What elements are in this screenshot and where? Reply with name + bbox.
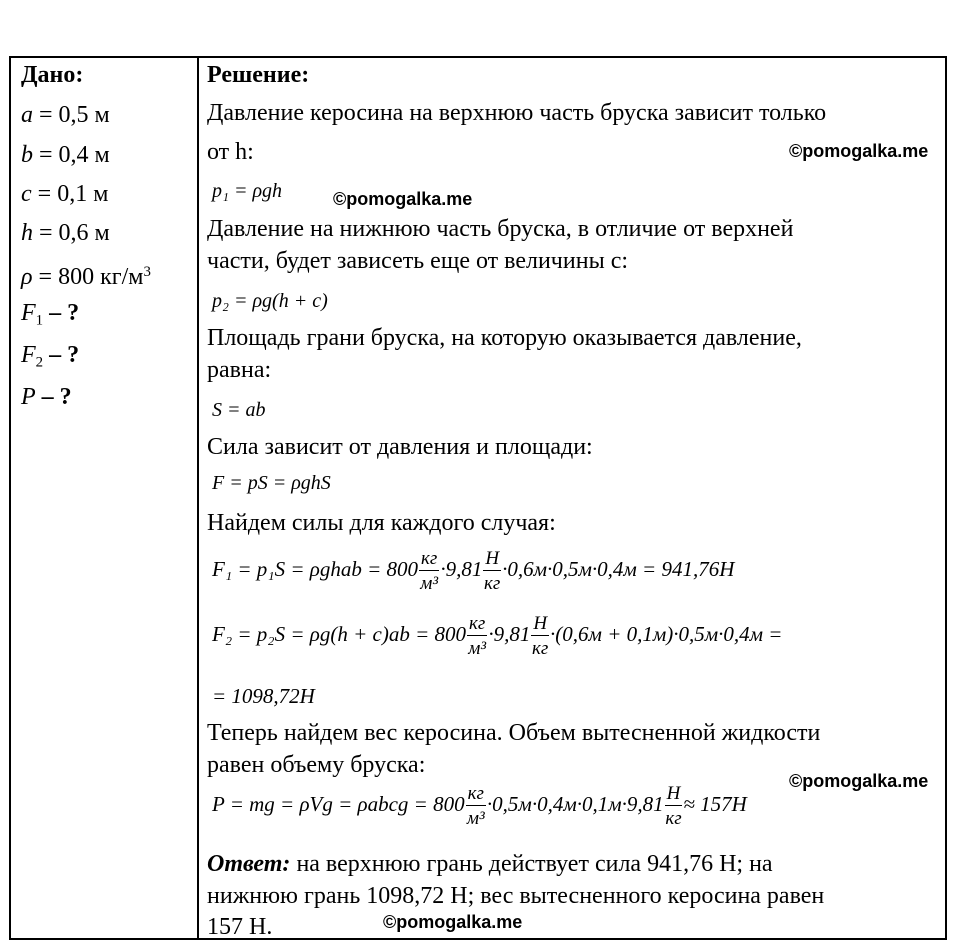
- paragraph-top-pressure-cont: от h:: [207, 139, 254, 165]
- answer-line-2: нижнюю грань 1098,72 Н; вес вытесненного керосина равен: [207, 883, 825, 909]
- given-a: a = 0,5 м: [21, 102, 110, 128]
- formula-p2: p₂ = ρg(h + c): [212, 290, 328, 312]
- paragraph-top-pressure: Давление керосина на верхнюю часть бруска зависит только: [207, 100, 827, 126]
- formula-force: F = pS = ρghS: [212, 472, 331, 494]
- paragraph-bottom-pressure-cont: части, будет зависеть еще от величины с:: [207, 248, 629, 274]
- formula-p1: p₁ = ρgh: [212, 180, 283, 202]
- formula-area: S = ab: [212, 399, 266, 421]
- find-f2: $F_2$ – ?: [21, 342, 80, 371]
- formula-f2: F₂ = p₂S = ρg(h + c)ab = 800 $\frac{кг}{\text{м³}}$ ·9,81 $\frac{Н}{кг}$ ·(0,6м + 0,1м)·0,5м·0,4м =: [212, 613, 783, 659]
- watermark: ©pomogalka.me: [789, 141, 929, 161]
- given-header: Дано:: [21, 62, 84, 88]
- paragraph-area: Площадь грани бруска, на которую оказывается давление,: [207, 325, 802, 351]
- paragraph-area-cont: равна:: [207, 357, 272, 383]
- solution-table: [9, 56, 947, 940]
- paragraph-find-forces: Найдем силы для каждого случая:: [207, 510, 556, 536]
- watermark: ©pomogalka.me: [383, 912, 523, 932]
- formula-f2-result: = 1098,72Н: [212, 684, 315, 708]
- given-rho: ρ = 800 $кг/м^3$: [21, 264, 151, 291]
- given-h: h = 0,6 м: [21, 220, 110, 246]
- find-p: P – ?: [21, 384, 72, 410]
- find-f1: $F_1$ – ?: [21, 300, 80, 329]
- paragraph-bottom-pressure: Давление на нижнюю часть бруска, в отличие от верхней: [207, 216, 794, 242]
- solution-header: Решение:: [207, 62, 310, 88]
- paragraph-weight: Теперь найдем вес керосина. Объем вытесненной жидкости: [207, 720, 821, 746]
- answer-line-1: Ответ: на верхнюю грань действует сила 941,76 Н; на: [207, 851, 773, 877]
- formula-f1: F₁ = p₁S = ρghab = 800 $\frac{кг}{\text{м³}}$ ·9,81 $\frac{Н}{кг}$ ·0,6м·0,5м·0,4м = 941,76Н: [212, 548, 735, 594]
- formula-weight: P = mg = ρVg = ρabcg = 800 $\frac{кг}{\text{м³}}$ ·0,5м·0,4м·0,1м·9,81 $\frac{Н}{кг}$ ≈ 157Н: [212, 783, 747, 829]
- paragraph-force: Сила зависит от давления и площади:: [207, 434, 593, 460]
- given-column: [21, 62, 191, 418]
- paragraph-weight-cont: равен объему бруска:: [207, 752, 426, 778]
- given-c: c = 0,1 м: [21, 181, 109, 207]
- answer-label: Ответ:: [207, 851, 291, 877]
- given-b: b = 0,4 м: [21, 142, 110, 168]
- column-divider: [197, 58, 199, 938]
- watermark: ©pomogalka.me: [789, 771, 929, 791]
- watermark: ©pomogalka.me: [333, 189, 473, 209]
- answer-line-3: 157 Н.: [207, 914, 273, 940]
